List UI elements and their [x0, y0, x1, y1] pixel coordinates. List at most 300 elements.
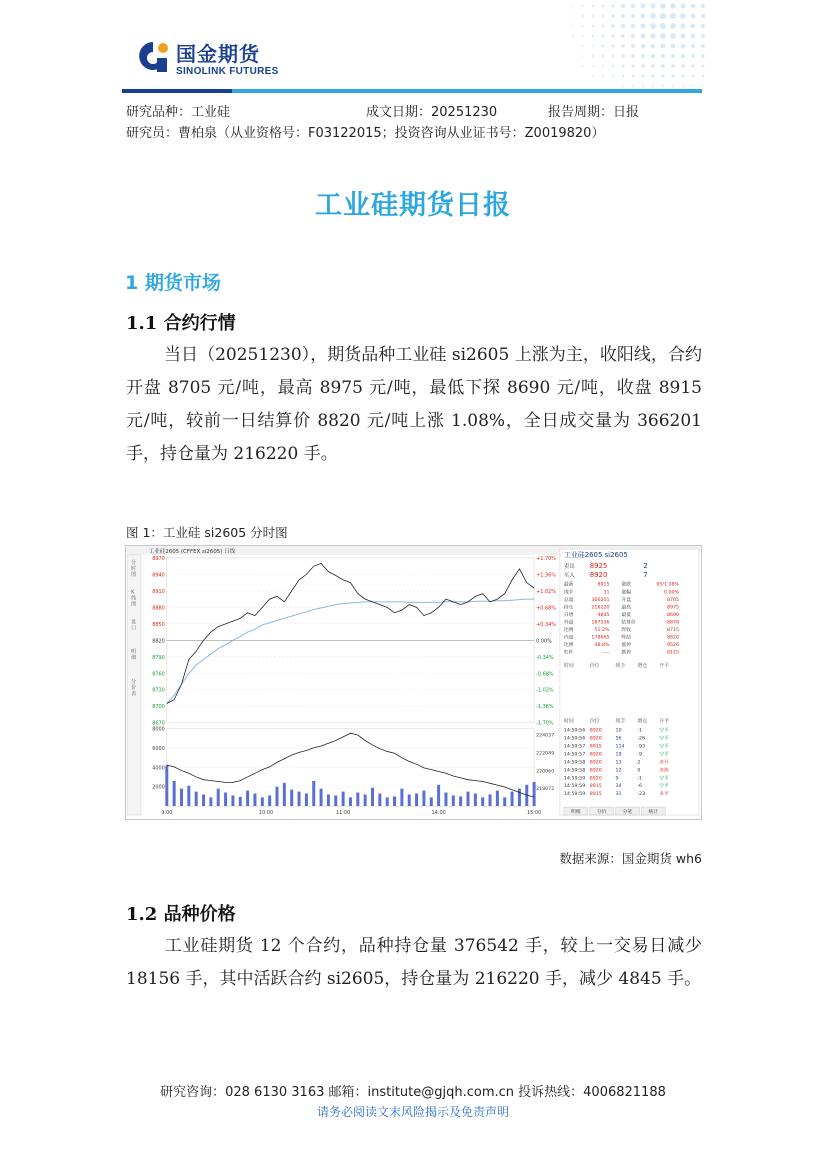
quote-row-label: 最低 — [621, 612, 631, 618]
volume-bar — [209, 797, 212, 806]
decor-dot — [602, 75, 604, 77]
decor-dot — [640, 13, 645, 18]
decor-dot — [692, 85, 694, 86]
tick-type: 空平 — [659, 736, 669, 742]
decor-dot — [611, 34, 614, 37]
decor-dot — [602, 35, 605, 38]
volume-bar — [217, 789, 220, 806]
decor-dot — [592, 35, 594, 37]
quote-row-label: 开盘 — [621, 597, 631, 603]
decor-dot — [681, 74, 684, 77]
volume-bar — [320, 789, 323, 806]
chart-sidebar-tab: K 线图 — [131, 589, 137, 608]
decor-dot — [611, 24, 614, 27]
volume-bar — [444, 793, 447, 807]
quote-row-label: 最高 — [621, 605, 631, 611]
figure-caption: 图 1：工业硅 si2605 分时图 — [126, 525, 288, 540]
quote-row-value: 8878 — [666, 620, 680, 626]
tick-qty: 9 — [615, 776, 619, 782]
decor-dot — [701, 34, 705, 38]
volume-bar — [231, 795, 234, 806]
price-tick-label: 8850 — [152, 621, 165, 628]
tick-qty: 13 — [615, 760, 622, 766]
pct-tick-label: 0.00% — [536, 638, 552, 645]
oi-tick-label: 222049 — [536, 751, 555, 757]
volume-bar — [378, 794, 381, 807]
decor-dot — [612, 55, 615, 58]
pct-tick-label: -1.02% — [536, 687, 554, 694]
decor-dot — [701, 44, 705, 48]
tick-time: 14:59:58 — [563, 760, 586, 766]
decor-dot — [612, 85, 614, 86]
tick-price: 8920 — [589, 736, 602, 742]
quote-row-value: ---- — [602, 650, 610, 656]
quote-row-label: 比例 — [563, 643, 574, 649]
volume-bar — [415, 794, 418, 807]
decor-dot — [592, 75, 594, 77]
decor-dot — [592, 65, 594, 67]
decor-dot — [641, 34, 646, 39]
quote-row-label: 结算价 — [621, 620, 636, 626]
decor-dot — [681, 64, 685, 68]
quote-row-label: 昨收 — [621, 627, 631, 633]
decor-dot — [631, 34, 635, 38]
volume-bar — [342, 792, 345, 807]
decor-dot — [641, 4, 646, 9]
decor-dot — [692, 75, 695, 78]
bottom-tab-label: 明细 — [571, 810, 581, 816]
decor-dot — [621, 4, 625, 8]
decor-dot — [602, 15, 605, 18]
decor-dot — [632, 85, 634, 86]
decor-dot — [642, 85, 644, 86]
paragraph-contract — [126, 339, 702, 471]
decor-dot — [661, 54, 665, 58]
decor-dot — [661, 44, 666, 49]
decorative-dots — [545, 0, 705, 86]
tick-oi-change: -1 — [637, 776, 643, 782]
decor-dot — [592, 25, 594, 27]
volume-bar — [364, 794, 367, 806]
volume-tick-label: 8000 — [152, 726, 165, 733]
decor-dot — [592, 15, 594, 17]
decor-dot — [572, 25, 574, 27]
quote-row-label: 最新 — [563, 582, 574, 588]
paragraph-variety — [126, 930, 702, 996]
quote-row-label: 涨跌 — [621, 582, 631, 588]
volume-bar — [459, 796, 462, 806]
quote-row-label: 内盘 — [563, 635, 574, 641]
decor-dot — [582, 65, 584, 67]
volume-bar — [356, 793, 359, 807]
decor-dot — [680, 23, 685, 28]
time-tick-label: 11:00 — [335, 810, 351, 817]
decor-dot — [622, 65, 625, 68]
tick-price: 8915 — [589, 784, 602, 790]
quote-row-value: 8705 — [666, 597, 680, 603]
pct-tick-label: -0.34% — [536, 654, 554, 661]
decor-dot — [631, 24, 636, 29]
decor-dot — [661, 74, 664, 77]
volume-bar — [481, 797, 484, 806]
decor-dot — [582, 45, 584, 47]
decor-dot — [680, 3, 685, 8]
tick-type: 空平 — [659, 776, 669, 782]
decor-dot — [631, 44, 635, 48]
quote-row-label: 跌停 — [621, 650, 631, 656]
volume-bar — [503, 797, 506, 806]
decor-dot — [651, 74, 654, 77]
volume-bar — [195, 792, 198, 807]
quote-row-value: 8820 — [666, 635, 680, 641]
decor-dot — [602, 65, 604, 67]
volume-bar — [408, 794, 411, 806]
volume-bar — [187, 786, 190, 806]
ticks-header-label: 价位 — [589, 663, 600, 670]
volume-bar — [327, 794, 330, 806]
quote-row-value: 8975 — [666, 605, 680, 611]
decor-dot — [680, 13, 685, 18]
decor-dot — [641, 64, 644, 67]
decor-dot — [660, 33, 665, 38]
decor-dot — [662, 85, 665, 86]
decor-dot — [640, 23, 645, 28]
decor-dot — [582, 15, 584, 17]
volume-bar — [239, 797, 242, 806]
decor-dot — [702, 65, 705, 68]
tick-time: 14:59:57 — [563, 752, 586, 758]
decor-dot — [691, 24, 696, 29]
decor-dot — [592, 5, 594, 7]
ticks-header-label: 增仓 — [637, 663, 648, 670]
volume-bar — [430, 797, 433, 806]
volume-bar — [489, 794, 492, 806]
decor-dot — [682, 85, 684, 86]
decor-dot — [622, 75, 624, 77]
quote-row-value: 187536 — [591, 620, 610, 626]
volume-bar — [511, 792, 514, 807]
decor-dot — [691, 64, 694, 67]
tick-oi-change: -6 — [637, 784, 643, 790]
decor-dot — [631, 54, 635, 58]
meta-period: 报告周期：日报 — [548, 105, 640, 120]
decor-dot — [612, 65, 614, 67]
volume-bar — [386, 797, 389, 806]
decor-dot — [671, 74, 674, 77]
quote-row-value: 216220 — [591, 605, 610, 611]
decor-dot — [660, 23, 666, 29]
meta-analyst: 研究员：曹柏泉（从业资格号：F03122015；投资咨询从业证书号：Z0019820） — [126, 126, 605, 141]
tick-type: 空平 — [659, 752, 669, 758]
tick-time: 14:59:57 — [563, 744, 586, 750]
ask-price: 8925 — [589, 561, 608, 570]
quote-row-value: 95/1.08% — [656, 582, 680, 588]
ticks-header-label: 开平 — [659, 718, 670, 725]
price-tick-label: 8790 — [152, 654, 165, 661]
decor-dot — [631, 64, 634, 67]
decor-dot — [691, 34, 696, 39]
quote-row-label: 涨停 — [621, 643, 631, 649]
price-tick-label: 8910 — [152, 588, 165, 595]
price-tick-label: 8700 — [152, 704, 165, 711]
decor-dot — [691, 4, 696, 9]
ticks-header-label: 价位 — [589, 718, 600, 725]
decor-dot — [702, 75, 705, 78]
volume-bar — [349, 797, 352, 806]
volume-tick-label: 2000 — [152, 784, 165, 791]
tick-price: 8920 — [589, 728, 602, 734]
volume-bar — [261, 797, 264, 806]
logo-text-en: SINOLINK FUTURES — [176, 66, 279, 77]
decor-dot — [672, 85, 675, 86]
quote-row-value: 8715 — [666, 627, 680, 633]
tick-time: 14:59:58 — [563, 768, 586, 774]
figure-source: 数据来源：国金期货 wh6 — [559, 851, 702, 866]
price-tick-label: 8730 — [152, 687, 165, 694]
decor-dot — [592, 55, 594, 57]
intraday-chart — [125, 545, 702, 820]
price-tick-label: 8940 — [152, 572, 165, 579]
footer-disclaimer[interactable]: 请务必阅读文末风险揭示及免责声明 — [316, 1105, 509, 1119]
decor-dot — [621, 54, 624, 57]
bottom-tab-label: 统计 — [648, 810, 659, 816]
tick-price: 8915 — [589, 792, 602, 798]
decor-dot — [651, 44, 656, 49]
ticks-header-label: 增仓 — [637, 718, 648, 725]
volume-bar — [224, 793, 227, 807]
decor-dot — [691, 54, 695, 58]
pct-tick-label: +1.70% — [536, 555, 556, 562]
quote-row-value: 9526 — [666, 643, 680, 649]
decor-dot — [671, 44, 676, 49]
header-rule-cyan — [232, 89, 702, 93]
section-heading: 1 期货市场 — [125, 272, 221, 294]
decor-dot — [670, 3, 675, 8]
tick-type: 多开 — [659, 760, 669, 766]
quote-row-label: 杠杆 — [563, 650, 574, 656]
volume-bar — [268, 795, 271, 806]
decor-dot — [680, 33, 685, 38]
ticks-header-label: 现手 — [615, 663, 626, 670]
volume-bar — [422, 791, 425, 806]
tick-oi-change: 2 — [637, 760, 641, 766]
tick-qty: 19 — [615, 752, 622, 758]
decor-dot — [701, 14, 705, 18]
volume-bar — [253, 794, 256, 807]
volume-bar — [452, 795, 455, 806]
tick-time: 14:59:56 — [563, 736, 586, 742]
volume-bar — [298, 792, 301, 807]
price-tick-label: 8670 — [152, 720, 165, 727]
quote-panel — [560, 549, 699, 815]
quote-row-value: 48.8% — [594, 643, 610, 649]
tick-price: 8920 — [589, 768, 602, 774]
decor-dot — [671, 64, 675, 68]
chart-sidebar-tab: 盘口 — [131, 619, 137, 632]
volume-bar — [467, 792, 470, 807]
tick-oi-change: 0 — [637, 768, 641, 774]
decor-dot — [641, 44, 645, 48]
page-title: 工业硅期货日报 — [315, 190, 511, 221]
tick-oi-change: -93 — [637, 744, 646, 750]
decor-dot — [572, 35, 574, 37]
tick-qty: 114 — [615, 744, 625, 750]
quote-row-value: 51.2% — [594, 627, 610, 633]
time-tick-label: 9:00 — [161, 810, 173, 817]
chart-sidebar-tab: 分时图 — [131, 559, 137, 578]
decor-dot — [681, 44, 686, 49]
decor-dot — [651, 64, 655, 68]
price-tick-label: 8760 — [152, 671, 165, 678]
chart-sidebar-tab: 明细 — [131, 649, 137, 662]
decor-dot — [701, 4, 705, 8]
decor-dot — [572, 15, 574, 17]
decor-dot — [602, 85, 604, 86]
bid-qty: 7 — [643, 570, 648, 579]
tick-oi-change: -1 — [637, 728, 643, 734]
decor-dot — [582, 35, 584, 37]
bottom-tab-label: 分价 — [596, 810, 607, 816]
price-tick-label: 8970 — [152, 555, 165, 562]
ask-qty: 2 — [643, 561, 648, 570]
decor-dot — [701, 54, 704, 57]
decor-dot — [650, 3, 655, 8]
subsection-heading-2: 1.2 品种价格 — [126, 904, 236, 925]
volume-bar — [400, 789, 403, 806]
decor-dot — [670, 13, 676, 19]
price-tick-label: 8880 — [152, 605, 165, 612]
quote-row-label: 涨幅 — [621, 590, 631, 596]
tick-qty: 10 — [615, 728, 622, 734]
ticks-header-label: 开平 — [659, 663, 670, 670]
decor-dot — [582, 25, 584, 27]
quote-row-label: 持仓 — [563, 605, 574, 611]
decor-dot — [631, 14, 636, 19]
meta-date: 成文日期：20251230 — [366, 105, 498, 120]
tick-time: 14:59:59 — [563, 784, 586, 790]
time-tick-label: 14:00 — [431, 810, 446, 817]
volume-bar — [437, 785, 440, 806]
bottom-tab-label: 分笔 — [622, 810, 633, 816]
ticks-header-label: 现手 — [615, 718, 626, 725]
ticks-header-label: 时间 — [563, 663, 574, 670]
decor-dot — [671, 54, 675, 58]
volume-bar — [165, 765, 168, 806]
tick-type: 多换 — [659, 768, 669, 774]
tick-type: 多平 — [659, 792, 669, 798]
volume-bar — [202, 794, 205, 806]
volume-bar — [334, 795, 337, 806]
quote-title: 工业硅2605 si2605 — [563, 550, 628, 559]
decor-dot — [602, 45, 605, 48]
tick-price: 8920 — [589, 776, 602, 782]
quote-row-value: -4845 — [595, 612, 610, 618]
pct-tick-label: +0.34% — [536, 621, 556, 628]
tick-time: 14:59:59 — [563, 792, 586, 798]
tick-qty: 31 — [615, 792, 622, 798]
decor-dot — [652, 85, 655, 86]
decor-dot — [612, 75, 614, 77]
decor-dot — [582, 55, 584, 57]
decor-dot — [650, 13, 656, 19]
decor-dot — [641, 54, 645, 58]
oi-tick-label: 220060 — [536, 769, 555, 775]
tick-price: 8920 — [589, 752, 602, 758]
volume-tick-label: 6000 — [152, 746, 165, 753]
volume-bar — [533, 782, 536, 806]
pct-tick-label: +1.36% — [536, 572, 556, 579]
decor-dot — [582, 5, 584, 7]
tick-oi-change: -26 — [637, 736, 646, 742]
subsection-heading-1: 1.1 合约行情 — [126, 313, 236, 334]
volume-bar — [312, 781, 315, 806]
decor-dot — [660, 3, 666, 9]
quote-row-label: 日增 — [563, 612, 574, 618]
decor-dot — [631, 4, 635, 8]
decor-dot — [701, 24, 705, 28]
decor-dot — [602, 5, 605, 8]
tick-qty: 34 — [615, 784, 622, 790]
quote-row-value: 8915 — [597, 582, 610, 588]
volume-bar — [393, 796, 396, 806]
decor-dot — [621, 34, 625, 38]
volume-tick-label: 4000 — [152, 765, 165, 772]
decor-dot — [681, 54, 685, 58]
decor-dot — [702, 85, 704, 86]
volume-bar — [276, 787, 279, 806]
time-tick-label: 15:00 — [526, 810, 542, 817]
ticks-header-label: 时间 — [563, 718, 574, 725]
decor-dot — [621, 14, 625, 18]
decor-dot — [632, 75, 635, 78]
quote-row-value: 8690 — [666, 612, 680, 618]
pct-tick-label: -1.36% — [536, 704, 554, 711]
chart-sidebar-tab: 分价表 — [131, 678, 137, 697]
tick-price: 8915 — [589, 744, 602, 750]
bid-label: 买入 — [563, 572, 575, 579]
decor-dot — [650, 33, 655, 38]
oi-tick-label: 218072 — [536, 787, 555, 793]
tick-oi-change: -23 — [637, 792, 646, 798]
paragraph-variety-text: 工业硅期货 12 个合约，品种持仓量 376542 手，较上一交易日减少 18156 手，其中活跃合约 si2605，持仓量为 216220 手，减少 4845 手。 — [126, 936, 702, 989]
chart-toolbar-label: 工业硅2605 (CFFEX si2605) 日线 — [148, 548, 236, 555]
paragraph-contract-text: 当日（20251230），期货品种工业硅 si2605 上涨为主，收阳线，合约开盘 8705 元/吨，最高 8975 元/吨，最低下探 8690 元/吨，收盘 8915 元/吨，较前一日结算价 8820 元/吨上涨 1.08%，全日成交量为 366201 手，持仓量为 216220 手。 — [126, 345, 702, 464]
quote-row-value: 178665 — [591, 635, 610, 641]
quote-row-value: 31 — [603, 590, 610, 596]
tick-price: 8920 — [589, 760, 602, 766]
tick-type: 空平 — [659, 784, 669, 790]
ask-label: 卖出 — [563, 563, 575, 570]
quote-row-label: 外盘 — [563, 620, 574, 626]
oi-tick-label: 224037 — [536, 733, 555, 739]
decor-dot — [661, 64, 665, 68]
pct-tick-label: +0.68% — [536, 605, 556, 612]
quote-row-label: 昨结 — [621, 635, 631, 641]
tick-oi-change: -9 — [637, 752, 643, 758]
tick-type: 空平 — [659, 728, 669, 734]
decor-dot — [602, 55, 604, 57]
pct-tick-label: -1.70% — [536, 720, 554, 727]
volume-bar — [518, 789, 521, 806]
footer-contact: 研究咨询：028 6130 3163 邮箱：institute@gjqh.com.cn 投诉热线：4006821188 — [160, 1085, 666, 1100]
decor-dot — [572, 5, 574, 7]
quote-row-label: 总量 — [563, 597, 574, 603]
bid-price: 8920 — [589, 570, 608, 579]
decor-dot — [670, 33, 675, 38]
volume-bar — [246, 791, 249, 806]
decor-dot — [611, 4, 614, 7]
time-tick-label: 10:00 — [258, 810, 274, 817]
